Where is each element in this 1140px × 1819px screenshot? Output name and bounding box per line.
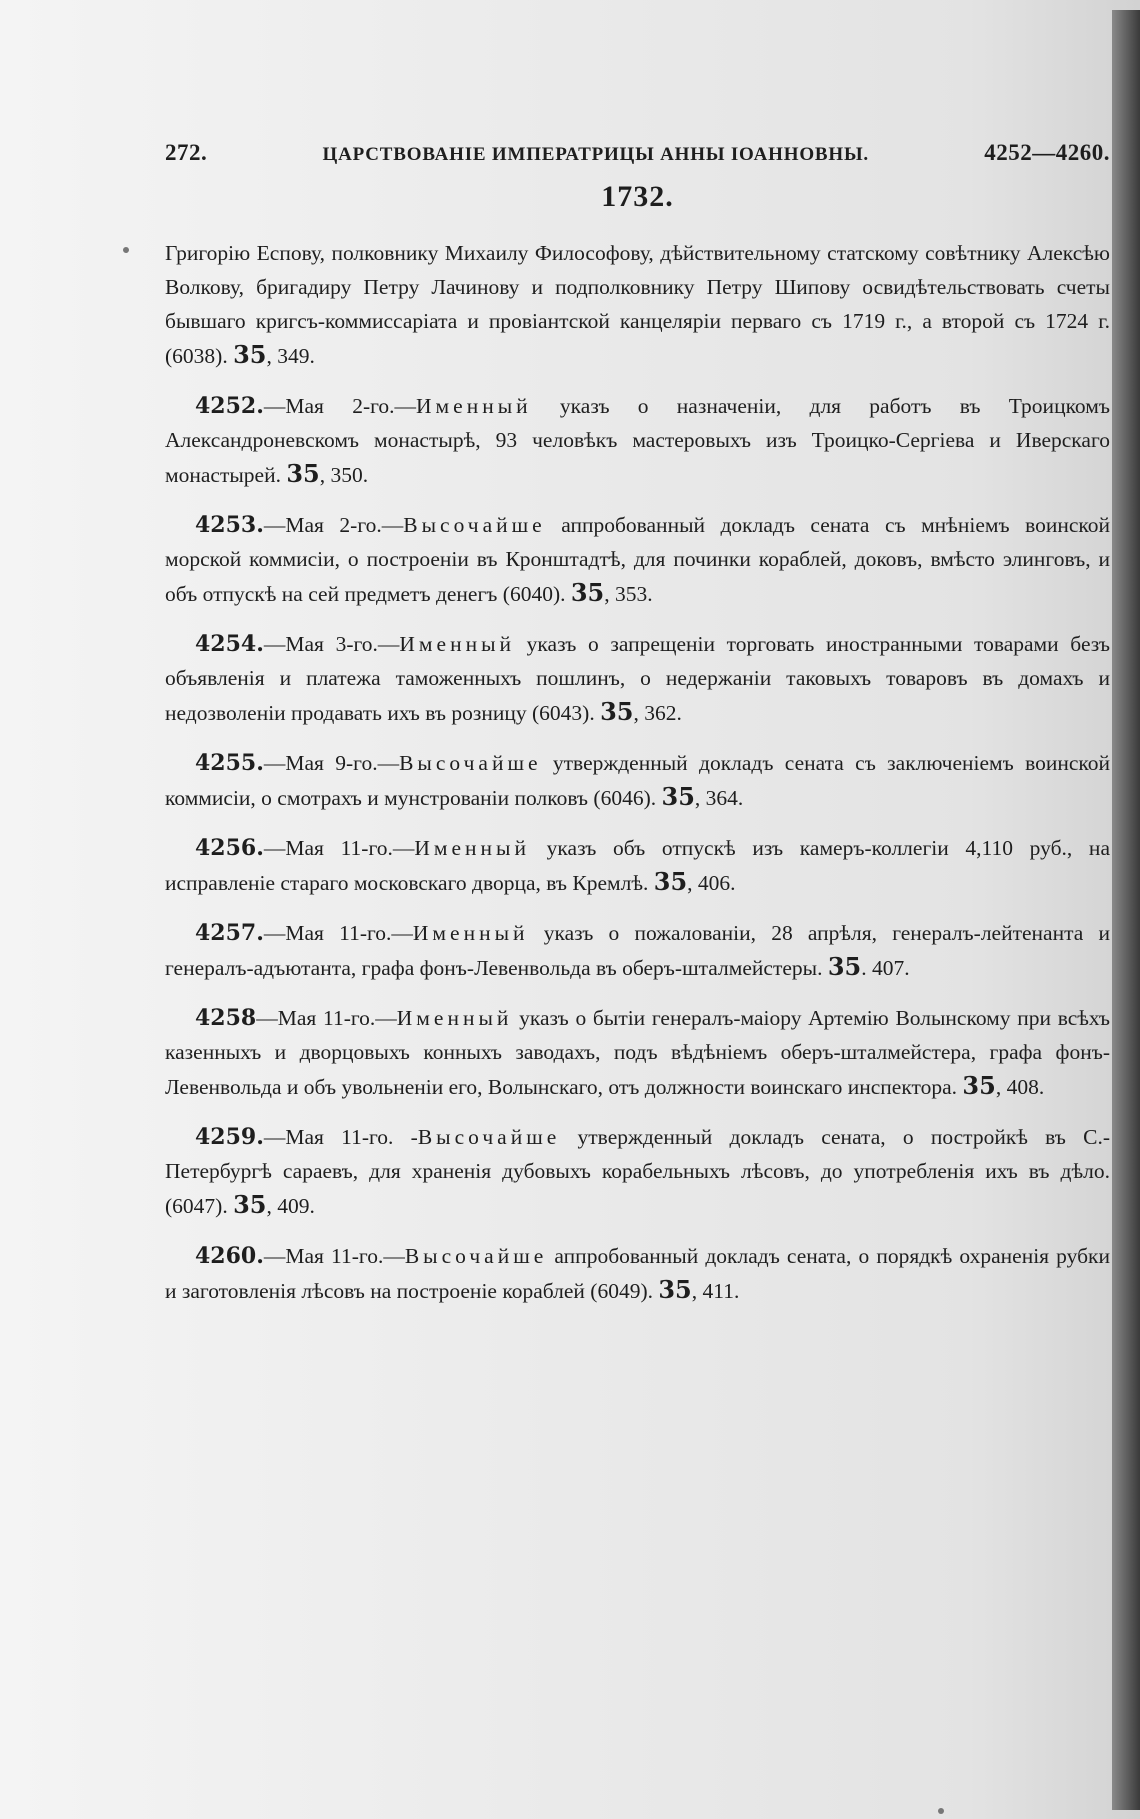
entry-number: 4256. — [195, 835, 264, 861]
ink-speck — [123, 247, 129, 253]
entry-number: 4253. — [195, 512, 264, 538]
page-ref: . 407. — [861, 956, 910, 980]
volume-ref: 35 — [653, 867, 688, 896]
volume-ref: 35 — [570, 578, 605, 607]
decree-entry — [165, 508, 1110, 611]
page-number: 272. — [165, 140, 208, 165]
decree-entry — [165, 916, 1110, 985]
continuation-text: Григорію Еспову, полковнику Михаилу Философову, дѣйствительному статскому совѣтнику Алексѣю Волкову, бригадиру Петру Лачинову и подполковнику Петру Шипову освидѣтельствовать счеты бывшаго кригсъ-коммиссаріата и провіантской канцеляріи перваго съ 1719 г., а второй съ 1724 г. (6038). — [165, 241, 1110, 368]
volume-ref: 35 — [600, 697, 634, 726]
entry-text: утвержденный докладъ сената, о постройкѣ въ С.-Петербургѣ сараевъ, для храненія дубовыхъ корабельныхъ лѣсовъ, до употребленія ихъ въ дѣло. (6047). — [165, 1125, 1110, 1218]
entry-text: аппробованный докладъ сената, о порядкѣ охраненія рубки и заготовленія лѣсовъ на построеніе кораблей (6049). — [165, 1244, 1110, 1303]
decree-entry — [165, 1239, 1110, 1308]
entry-date: —Мая 11-го.— — [263, 1244, 405, 1268]
page-ref: , 362. — [633, 701, 682, 725]
entry-number: 4254. — [195, 631, 264, 657]
entry-text: утвержденный докладъ сената съ заключеніемъ воинской коммисіи, о смотрахъ и мунстрованіи полковъ (6046). — [165, 751, 1110, 810]
decree-entry — [165, 1001, 1110, 1104]
entry-number: 4252. — [195, 393, 264, 419]
decree-entry — [165, 389, 1110, 492]
decree-entry — [165, 831, 1110, 900]
volume-ref: 35 — [661, 782, 695, 811]
entry-kind: Именный — [416, 394, 532, 418]
volume-ref: 35 — [233, 340, 267, 369]
entry-number: 4257. — [195, 920, 264, 946]
page-body — [165, 140, 1110, 1324]
year-heading: 1732. — [601, 180, 674, 213]
decree-entry — [165, 1120, 1110, 1223]
decree-entry — [165, 746, 1110, 815]
entry-date: —Мая 11-го.— — [263, 921, 413, 945]
entry-kind: Высочайше — [417, 1125, 561, 1149]
entry-date: —Мая 2-го.— — [263, 513, 404, 537]
page-ref: , 353. — [604, 582, 653, 606]
volume-ref: 35 — [658, 1275, 692, 1304]
entry-number: 4258 — [195, 1005, 257, 1031]
entry-text: указъ о запрещеніи торговать иностранными товарами безъ объявленія и платежа таможенныхъ пошлинъ, о недержаніи таковыхъ товаровъ въ домахъ и недозволеніи продавать ихъ въ розницу (6043). — [165, 632, 1110, 725]
entry-kind: Именный — [414, 836, 531, 860]
ink-speck — [938, 1808, 944, 1814]
volume-ref: 35 — [827, 952, 862, 981]
entry-text: указъ о пожалованіи, 28 апрѣля, генералъ-лейтенанта и генералъ-адъютанта, графа фонъ-Левенвольда въ оберъ-шталмейстеры. — [165, 921, 1110, 980]
entry-kind: Высочайше — [404, 1244, 548, 1268]
entry-date: —Мая 9-го.— — [263, 751, 400, 775]
entry-number: 4255. — [195, 750, 264, 776]
entry-text: указъ о назначеніи, для работъ въ Троицкомъ Александроневскомъ монастырѣ, 93 человѣкъ мастеровыхъ изъ Троицко-Сергіева и Иверскаго монастырей. — [165, 394, 1110, 487]
page-ref: , 408. — [995, 1075, 1045, 1099]
book-spine-shadow — [1112, 10, 1140, 1810]
entry-date: —Мая 11-го.— — [263, 836, 415, 860]
entry-date: —Мая 2-го.— — [263, 394, 417, 418]
page-ref: , 350. — [319, 463, 369, 487]
volume-ref: 35 — [233, 1190, 267, 1219]
entry-number: 4259. — [195, 1124, 264, 1150]
entry-kind: Именный — [396, 1006, 513, 1030]
entry-kind: Именный — [399, 632, 516, 656]
running-title: ЦАРСТВОВАНІЕ ИМПЕРАТРИЦЫ АННЫ ІОАННОВНЫ. — [322, 144, 869, 165]
volume-ref: 35 — [962, 1071, 996, 1100]
entry-text: указъ о бытіи генералъ-маіору Артемію Волынскому при всѣхъ казенныхъ и дворцовыхъ конныхъ заводахъ, подъ вѣдѣніемъ оберъ-шталмейстера, графа фонъ-Левенвольда и объ увольненіи его, Волынскаго, отъ должности воинскаго инспектора. — [165, 1006, 1110, 1099]
entries-list — [165, 389, 1110, 1308]
page-ref: , 364. — [694, 786, 744, 810]
page-ref: , 411. — [691, 1279, 740, 1303]
page-ref: , 409. — [266, 1194, 315, 1218]
decree-entry — [165, 627, 1110, 730]
entry-range: 4252—4260. — [984, 140, 1110, 165]
entry-kind: Высочайше — [403, 513, 546, 537]
page-ref: , 406. — [687, 871, 736, 895]
entry-kind: Высочайше — [399, 751, 542, 775]
page-ref: , 349. — [266, 344, 315, 368]
entry-date: —Мая 11-го.— — [256, 1006, 397, 1030]
entry-date: —Мая 3-го.— — [263, 632, 400, 656]
entry-date: —Мая 11-го. - — [263, 1125, 418, 1149]
entry-kind: Именный — [412, 921, 529, 945]
entry-text: аппробованный докладъ сената съ мнѣніемъ воинской морской коммисіи, о построеніи въ Кронштадтѣ, для починки кораблей, доковъ, вмѣсто элинговъ, и объ отпускѣ на сей предметъ денегъ (6040). — [165, 513, 1110, 606]
entry-text: указъ объ отпускѣ изъ камеръ-коллегіи 4,110 руб., на исправленіе стараго московскаго дворца, въ Кремлѣ. — [165, 836, 1110, 895]
entry-number: 4260. — [195, 1243, 264, 1269]
continuation-paragraph — [165, 236, 1110, 373]
volume-ref: 35 — [286, 459, 320, 488]
running-head — [165, 140, 1110, 166]
